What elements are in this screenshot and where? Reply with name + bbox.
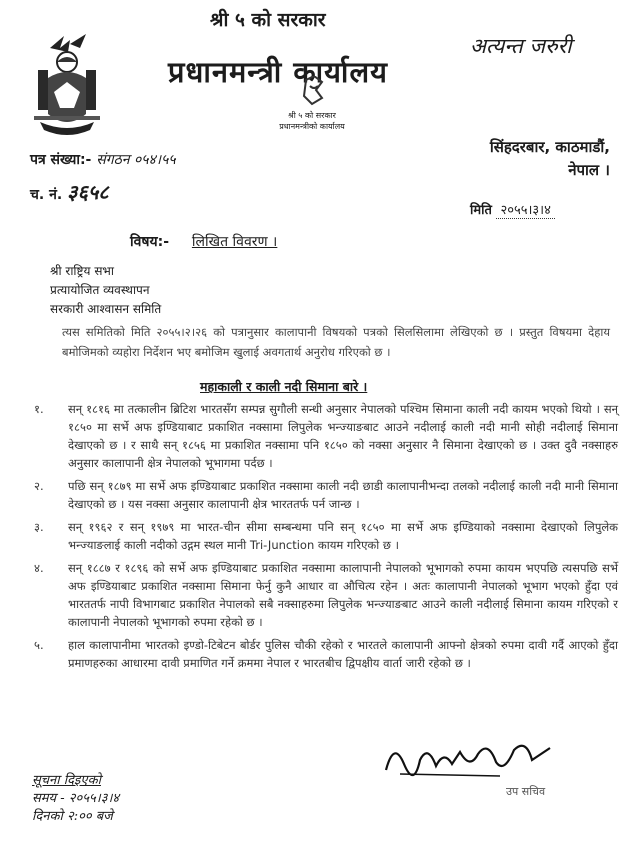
- point-text: हाल कालापानीमा भारतको इण्डो-टिबेटन बोर्डर पुलिस चौकी रहेको र भारतले कालापानी आफ्नो क्षेत्रको रुपमा दावी गर्दै आएको हुँदा प्रमाणहरुका आधारमा दावी प्रमाणित गर्ने क्रममा नेपाल र भारतबीच द्विपक्षीय वार्ता जारी रहेको छ ।: [68, 638, 618, 670]
- dispatch-number-value: ३६५८: [67, 180, 109, 204]
- government-name: श्री ५ को सरकार: [210, 9, 326, 31]
- point-number: ५.: [34, 638, 44, 652]
- point-text: सन् १८८७ र १८९६ को सर्भे अफ इण्डियाबाट प्रकाशित नक्सामा कालापानी नेपालको भूभागको रुपमा कायम भएपछि त्यसपछि सर्भे अफ इण्डियाबाट प्रकाशित नक्सामा सिमाना फेर्नु कुनै आधार वा औचित्य रहेन । अतः कालापानी नेपालको भूभाग भएको हुँदा एवं भारततर्फ नापी विभागबाट प्रकाशित नेपालको सबै नक्साहरुमा लिपुलेक भन्ज्याङबाट आउने काली नदीलाई सिमाना कायम गरिएको र कालापानी नेपालको भूभागको रुपमा रहेको छ ।: [68, 561, 618, 629]
- subject-value: लिखित विवरण ।: [191, 234, 278, 250]
- recipient-line: श्री राष्ट्रिय सभा: [50, 264, 114, 278]
- stamp-line: श्री ५ को सरकार: [288, 111, 336, 120]
- note-line: सूचना दिइएको: [32, 773, 101, 788]
- point-text: सन् १९६२ र सन् १९७९ मा भारत-चीन सीमा सम्बन्धमा पनि सन् १८५० मा सर्भे अफ इण्डियाको नक्सामा देखाएको लिपुलेक भन्ज्याङलाई काली नदीको उद्गम स्थल मानी Tri-Junction कायम गरिएको छ ।: [68, 520, 618, 552]
- subject-line: [130, 232, 277, 251]
- coat-of-arms-icon: [30, 30, 104, 138]
- dispatch-number-label: च. नं.: [30, 187, 63, 203]
- point-number: २.: [34, 479, 44, 493]
- note-line: समय - २०५५।३।४: [32, 791, 120, 806]
- office-name: प्रधानमन्त्री कार्यालय: [168, 55, 388, 89]
- point-number: ३.: [34, 520, 44, 534]
- signatory-role: उप सचिव: [506, 785, 546, 798]
- subject-label: विषय:-: [130, 234, 170, 250]
- list-item: [28, 636, 618, 672]
- list-item: [28, 518, 618, 554]
- intro-paragraph: त्यस समितिको मिति २०५५।२।२६ को पत्रानुसार कालापानी विषयको पत्रको सिलसिलामा लेखिएको छ । प्रस्तुत विषयमा देहाय बमोजिमको व्यहोरा निर्देशन भए बमोजिम खुलाई अवगतार्थ अनुरोध गरिएको छ ।: [62, 325, 610, 359]
- stamp-emblem-icon: [262, 76, 362, 106]
- date-field: [470, 200, 555, 219]
- date-label: मिति: [470, 203, 492, 218]
- address-block: [458, 136, 610, 182]
- point-number: ४.: [34, 561, 44, 575]
- list-item: [28, 477, 618, 513]
- point-text: सन् १८१६ मा तत्कालीन ब्रिटिश भारतसँग सम्पन्न सुगौली सन्धी अनुसार नेपालको पश्चिम सिमाना काली नदी कायम भएको थियो । सन् १८५० मा सर्भे अफ इण्डियाबाट प्रकाशित नक्सामा लिपुलेक भन्ज्याङबाट आउने नदीलाई काली नदी मानी सोही नदीलाई सिमाना देखाएको छ । र साथै सन् १८५६ मा प्रकाशित नक्सामा पनि १८५० को नक्सा अनुसार नै सिमाना देखाएको छ । उक्त दुवै नक्साहरु अनुसार कालापानी क्षेत्र नेपालको भूभागमा पर्दछ ।: [68, 402, 618, 470]
- office-stamp: [262, 76, 362, 134]
- recipient-line: सरकारी आश्वासन समिति: [50, 302, 162, 316]
- recipient-block: [50, 262, 161, 319]
- letter-number: [30, 150, 176, 169]
- recipient-line: प्रत्यायोजित व्यवस्थापन: [50, 283, 150, 297]
- receipt-note: [32, 772, 119, 826]
- address-line: सिंहदरबार, काठमाडौं,: [489, 138, 610, 156]
- list-item: [28, 559, 618, 631]
- urgent-mark: अत्यन्त जरुरी: [470, 34, 572, 58]
- letter-number-label: पत्र संख्या:-: [30, 152, 92, 168]
- note-line: दिनको २:०० बजे: [32, 809, 113, 824]
- date-value: २०५५।३।४: [496, 200, 554, 219]
- letter-number-value: संगठन ०५४।५५: [96, 152, 176, 168]
- point-number: १.: [34, 402, 44, 416]
- point-text: पछि सन् १८७९ मा सर्भे अफ इण्डियाबाट प्रकाशित नक्सामा काली नदी छाडी कालापानीभन्दा तलको नदीलाई काली नदी मानी सिमाना देखाएको छ । यस नक्सा अनुसार कालापानी क्षेत्र भारततर्फ पर्न जान्छ ।: [68, 479, 618, 511]
- signature-mark: [380, 730, 560, 786]
- address-line: नेपाल ।: [568, 161, 610, 179]
- dispatch-number: [30, 178, 109, 205]
- points-list: [28, 400, 618, 677]
- stamp-line: प्रधानमन्त्रीको कार्यालय: [279, 122, 345, 131]
- list-item: [28, 400, 618, 472]
- section-heading: महाकाली र काली नदी सिमाना बारे ।: [200, 379, 368, 394]
